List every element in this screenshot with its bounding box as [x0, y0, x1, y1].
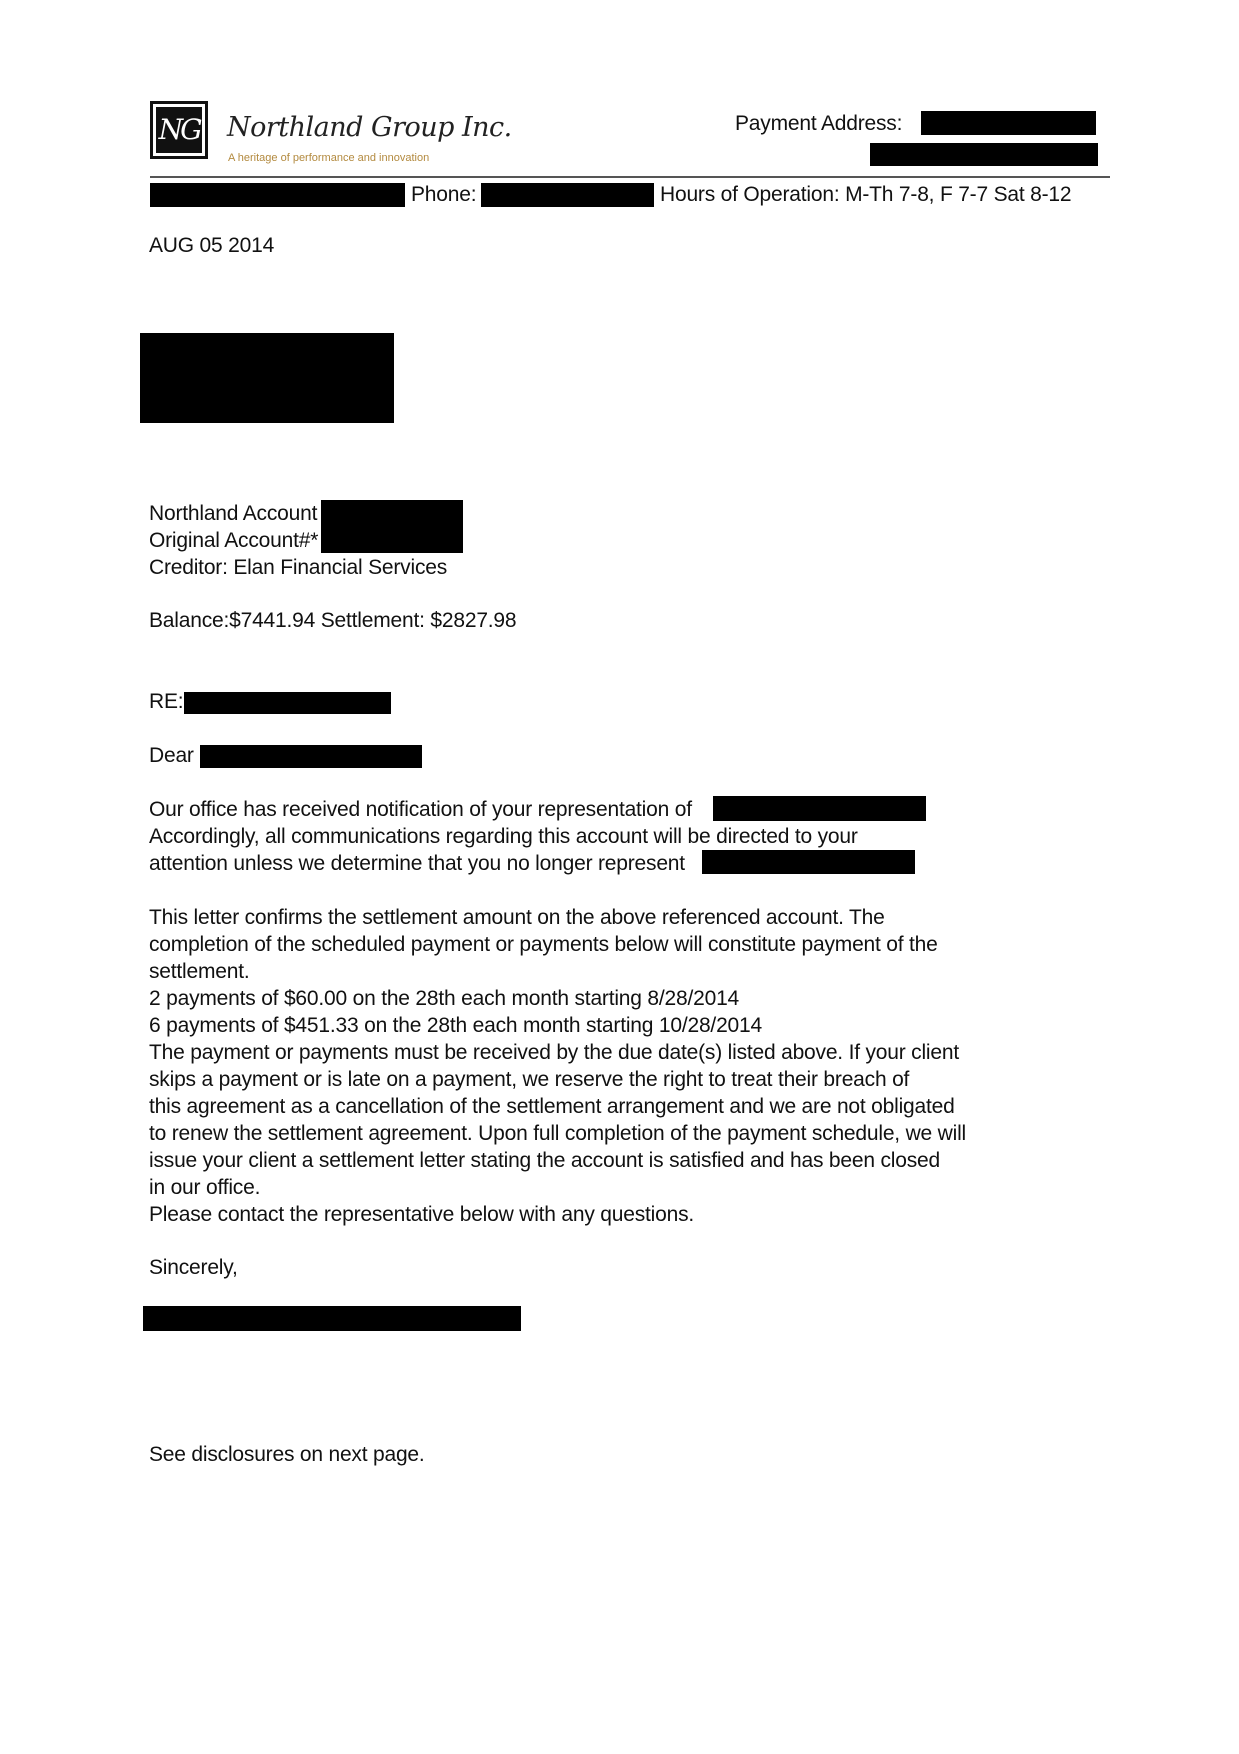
northland-account-label: Northland Account: [149, 502, 318, 525]
payment-address-label: Payment Address:: [735, 112, 903, 135]
redacted-signature: [143, 1306, 521, 1331]
body-p3-line1: The payment or payments must be received by the due date(s) listed above. If your client: [149, 1041, 959, 1064]
redacted-company-address: [150, 183, 405, 207]
salutation: Dear: [149, 744, 194, 767]
redacted-phone-number: [481, 183, 654, 207]
payment-schedule-1: 2 payments of $60.00 on the 28th each month starting 8/28/2014: [149, 987, 740, 1010]
redacted-client-name-1: [713, 796, 926, 821]
body-p1-line3: attention unless we determine that you no longer represent: [149, 852, 685, 875]
redacted-salutation-name: [200, 745, 422, 768]
re-label: RE:: [149, 690, 184, 713]
body-p1-line2: Accordingly, all communications regarding this account will be directed to your: [149, 825, 858, 848]
balance-settlement-line: Balance:$7441.94 Settlement: $2827.98: [149, 609, 517, 632]
body-p1-line1: Our office has received notification of your representation of: [149, 798, 692, 821]
body-p3-line6: in our office.: [149, 1176, 261, 1199]
closing: Sincerely,: [149, 1256, 238, 1279]
header-divider: [150, 176, 1110, 178]
hours-of-operation: Hours of Operation: M-Th 7-8, F 7-7 Sat 8-12: [660, 183, 1072, 206]
original-account-label: Original Account#*: [149, 529, 319, 552]
body-p2-line2: completion of the scheduled payment or payments below will constitute payment of the: [149, 933, 938, 956]
redacted-payment-address-2: [870, 143, 1098, 166]
redacted-payment-address-1: [921, 111, 1096, 135]
letter-date: AUG 05 2014: [149, 234, 275, 257]
body-p3-line7: Please contact the representative below with any questions.: [149, 1203, 695, 1226]
company-tagline: A heritage of performance and innovation: [228, 152, 430, 164]
redacted-client-name-2: [702, 850, 915, 874]
body-p2-line1: This letter confirms the settlement amount on the above referenced account. The: [149, 906, 885, 929]
body-p3-line4: to renew the settlement agreement. Upon full completion of the payment schedule, we will: [149, 1122, 967, 1145]
redacted-re-name: [184, 692, 391, 714]
company-logo: [150, 101, 208, 159]
body-p3-line2: skips a payment or is late on a payment, we reserve the right to treat their breach of: [149, 1068, 910, 1091]
body-p2-line3: settlement.: [149, 960, 250, 983]
redacted-account-numbers: [321, 500, 463, 553]
company-name: Northland Group Inc.: [227, 112, 512, 143]
creditor-line: Creditor: Elan Financial Services: [149, 556, 448, 579]
body-p3-line5: issue your client a settlement letter stating the account is satisfied and has been closed: [149, 1149, 940, 1172]
disclosures-note: See disclosures on next page.: [149, 1443, 425, 1466]
redacted-recipient-address: [140, 333, 394, 423]
phone-label: Phone:: [411, 183, 477, 206]
logo-initials: NG: [156, 107, 202, 153]
body-p3-line3: this agreement as a cancellation of the settlement arrangement and we are not obligated: [149, 1095, 955, 1118]
payment-schedule-2: 6 payments of $451.33 on the 28th each month starting 10/28/2014: [149, 1014, 762, 1037]
